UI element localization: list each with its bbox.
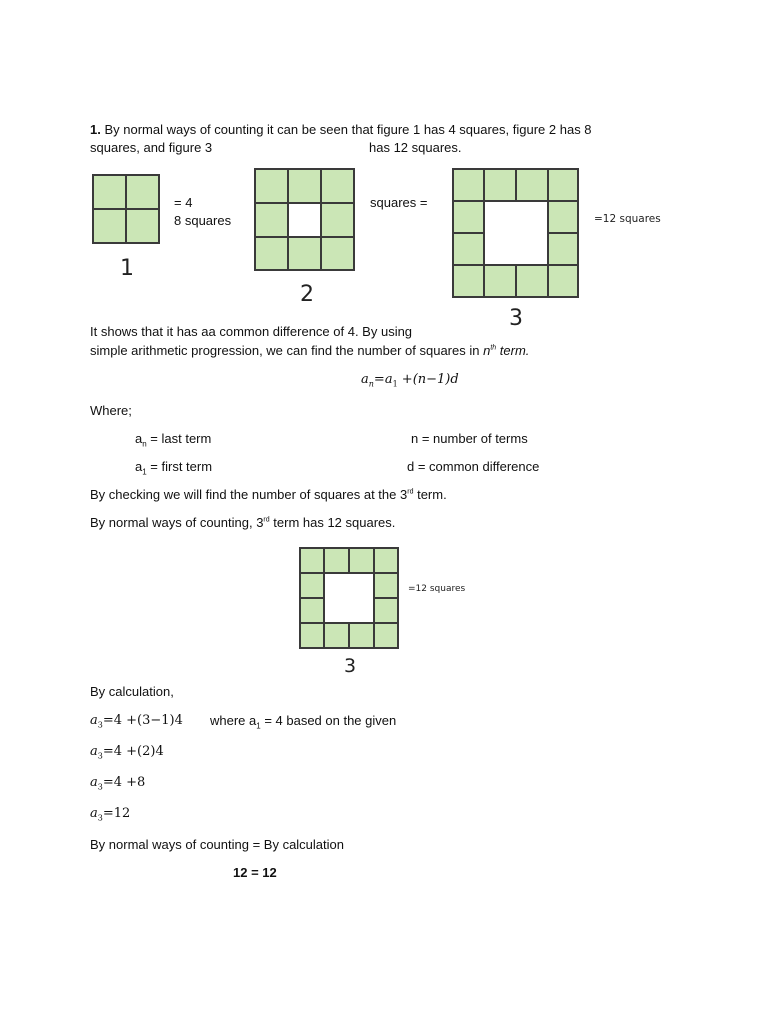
figure-3-small-grid xyxy=(300,548,398,648)
svg-text:=12 squares: =12 squares xyxy=(594,213,661,225)
figure-2-count: 8 squares xyxy=(174,213,232,228)
figure-3-small-label: 3 xyxy=(343,655,357,677)
common-difference-text: It shows that it has aa common difference of 4. By using xyxy=(90,324,413,339)
calc-step-1: $a_3=4 +(3-1)4$ xyxy=(90,713,183,730)
figure-2-grid xyxy=(255,169,354,270)
checking-text: By checking we will find the number of squares at the 3rd term. xyxy=(90,487,447,502)
calc-step-4: $a_3=12$ xyxy=(90,806,131,823)
calc-step-2: $a_3=4 +(2)4$ xyxy=(90,744,164,761)
progression-text: simple arithmetic progression, we can find the number of squares in $n^{th}$ term. xyxy=(90,343,530,358)
definition-an: $a_n$ = last term xyxy=(135,431,212,449)
figure-1 xyxy=(92,174,162,284)
figure-1-equals: = 4 xyxy=(174,195,193,210)
figure-3-note xyxy=(594,210,674,226)
problem-text-1: By normal ways of counting it can be seen that figure 1 has 4 squares, figure 2 has 8 xyxy=(104,122,592,137)
definition-d: d = common difference xyxy=(407,459,540,474)
problem-number: 1. xyxy=(90,122,101,137)
figure-1-label: 1 xyxy=(120,256,134,281)
ap-formula: $a_n=a_1 +(n-1)d$ xyxy=(361,372,459,389)
definition-n: n = number of terms xyxy=(411,431,528,446)
problem-line-2b: has 12 squares. xyxy=(369,140,462,155)
normal-counting-text: By normal ways of counting, 3rd term has 12 squares. xyxy=(90,515,396,530)
figure-3-small xyxy=(299,547,400,677)
figure-3-prefix: squares = xyxy=(370,195,428,210)
figure-2-label: 2 xyxy=(300,282,314,307)
by-calculation-label: By calculation, xyxy=(90,684,174,699)
problem-line-2a: squares, and figure 3 xyxy=(90,140,213,155)
definition-a1: $a_1$ = first term xyxy=(135,459,213,477)
calc-step-1-note: where $a_1 = 4$ based on the given xyxy=(210,713,397,731)
svg-text:=12 squares: =12 squares xyxy=(408,584,466,594)
comparison-text: By normal ways of counting = By calculation xyxy=(90,837,344,852)
figure-3-small-note xyxy=(408,580,478,594)
where-label: Where; xyxy=(90,403,132,418)
figure-2 xyxy=(254,168,356,308)
figure-1-grid xyxy=(93,175,159,243)
figure-3-label: 3 xyxy=(509,306,523,331)
problem-line-1 xyxy=(90,122,592,137)
figure-3 xyxy=(452,168,580,330)
result-equality: 12 = 12 xyxy=(233,865,277,880)
figure-3-grid xyxy=(453,169,578,297)
calc-step-3: $a_3=4 +8$ xyxy=(90,775,146,792)
